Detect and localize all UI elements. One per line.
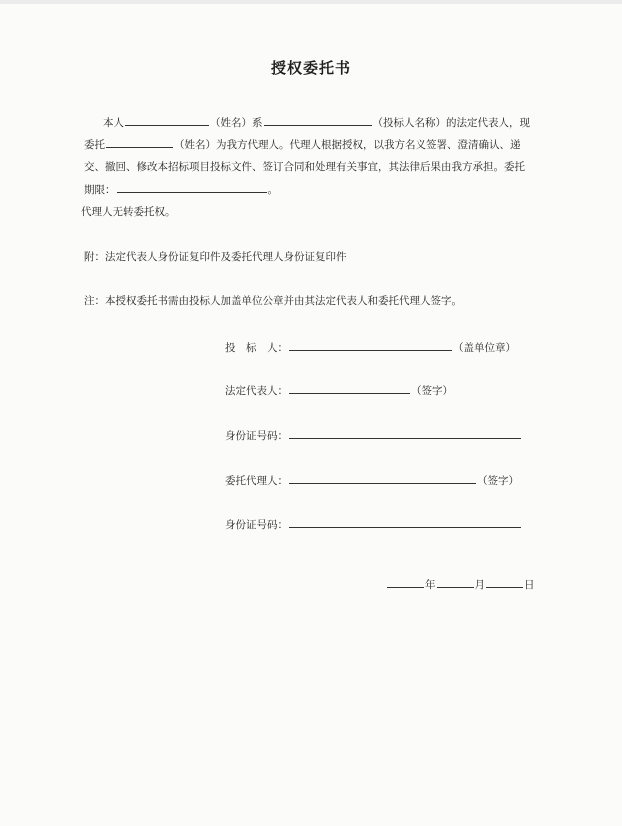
id-number-label-1: 身份证号码： bbox=[225, 430, 288, 442]
term-blank[interactable] bbox=[117, 182, 267, 193]
text-agent-authority: （姓名）为我方代理人。代理人根据授权，以我方名义签署、澄清确认、递 bbox=[174, 139, 521, 151]
no-delegation-line: 代理人无转委托权。 bbox=[81, 206, 176, 218]
id-number-row-1 bbox=[225, 428, 522, 443]
text-legal-rep: （投标人名称）的法定代表人，现 bbox=[372, 117, 530, 129]
document-title: 授权委托书 bbox=[270, 59, 351, 77]
page-top-edge bbox=[0, 0, 622, 4]
para-line-4 bbox=[84, 182, 278, 197]
para-line-1 bbox=[103, 115, 530, 130]
year-blank[interactable] bbox=[387, 577, 424, 588]
text-period: 。 bbox=[267, 184, 278, 196]
text-term-label: 期限： bbox=[84, 184, 116, 196]
bidder-name-blank[interactable] bbox=[264, 115, 372, 126]
day-blank[interactable] bbox=[486, 577, 523, 588]
note-line: 注：本授权委托书需由投标人加盖单位公章并由其法定代表人和委托代理人签字。 bbox=[84, 295, 462, 307]
para-line-3 bbox=[84, 160, 525, 174]
text-name-xi: （姓名）系 bbox=[210, 117, 263, 129]
year-label: 年 bbox=[425, 579, 436, 591]
bidder-sign-blank[interactable] bbox=[289, 340, 452, 351]
agent-label: 委托代理人： bbox=[225, 475, 288, 487]
id-number-row-2 bbox=[225, 517, 522, 532]
bidder-label: 投 标 人： bbox=[225, 342, 288, 354]
para-line-2 bbox=[84, 137, 521, 152]
text-ben-ren: 本人 bbox=[103, 117, 124, 129]
date-row bbox=[386, 577, 535, 592]
id-number-label-2: 身份证号码： bbox=[225, 519, 288, 531]
legal-rep-row bbox=[225, 383, 453, 398]
bidder-seal-note: （盖单位章） bbox=[453, 342, 516, 354]
text-authority-scope: 交、撤回、修改本招标项目投标文件、签订合同和处理有关事宜，其法律后果由我方承担。委托 bbox=[84, 161, 525, 173]
bidder-row bbox=[225, 340, 516, 355]
agent-name-blank[interactable] bbox=[106, 137, 173, 148]
legal-rep-sign-blank[interactable] bbox=[289, 383, 410, 394]
agent-sign-note: （签字） bbox=[477, 475, 519, 487]
attachment-line: 附：法定代表人身份证复印件及委托代理人身份证复印件 bbox=[84, 251, 347, 263]
id-number-blank-2[interactable] bbox=[289, 517, 521, 528]
id-number-blank-1[interactable] bbox=[289, 428, 521, 439]
agent-row bbox=[225, 473, 519, 488]
day-label: 日 bbox=[524, 579, 535, 591]
principal-name-blank[interactable] bbox=[125, 115, 209, 126]
text-wei-tuo: 委托 bbox=[84, 139, 105, 151]
month-blank[interactable] bbox=[437, 577, 474, 588]
agent-sign-blank[interactable] bbox=[289, 473, 476, 484]
month-label: 月 bbox=[474, 579, 485, 591]
legal-rep-label: 法定代表人： bbox=[225, 385, 288, 397]
legal-rep-sign-note: （签字） bbox=[411, 385, 453, 397]
